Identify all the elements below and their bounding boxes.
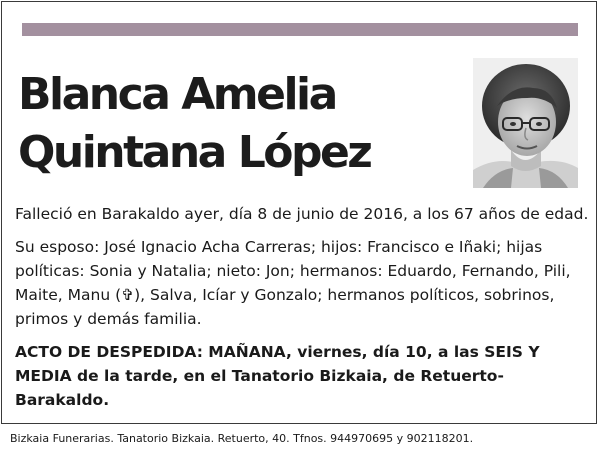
deceased-name (18, 66, 370, 182)
header-accent-bar (22, 23, 578, 36)
name-second-line: Quintana López (18, 127, 371, 178)
name-first-line: Blanca Amelia (18, 69, 336, 120)
portrait-image (473, 58, 578, 188)
farewell-ceremony-text: ACTO DE DESPEDIDA: MAÑANA, viernes, día 10, a las SEIS Y MEDIA de la tarde, en el Tanatorio Bizkaia, de Retuerto-Barakaldo. (15, 343, 540, 409)
death-notice-text: Falleció en Barakaldo ayer, día 8 de junio de 2016, a los 67 años de edad. (15, 205, 589, 223)
portrait-photo (473, 58, 578, 188)
family-list-text: Su esposo: José Ignacio Acha Carreras; hijos: Francisco e Iñaki; hijas políticas: Sonia y Natalia; nieto: Jon; hermanos: Eduardo, Fernando, Pili, Maite, Manu (✞), Salva, Icíar y Gonzalo; hermanos políticos, sobrinos, primos y demás familia. (15, 238, 571, 328)
funeral-home-footer: Bizkaia Funerarias. Tanatorio Bizkaia. Retuerto, 40. Tfnos. 944970695 y 902118201. (10, 432, 474, 445)
